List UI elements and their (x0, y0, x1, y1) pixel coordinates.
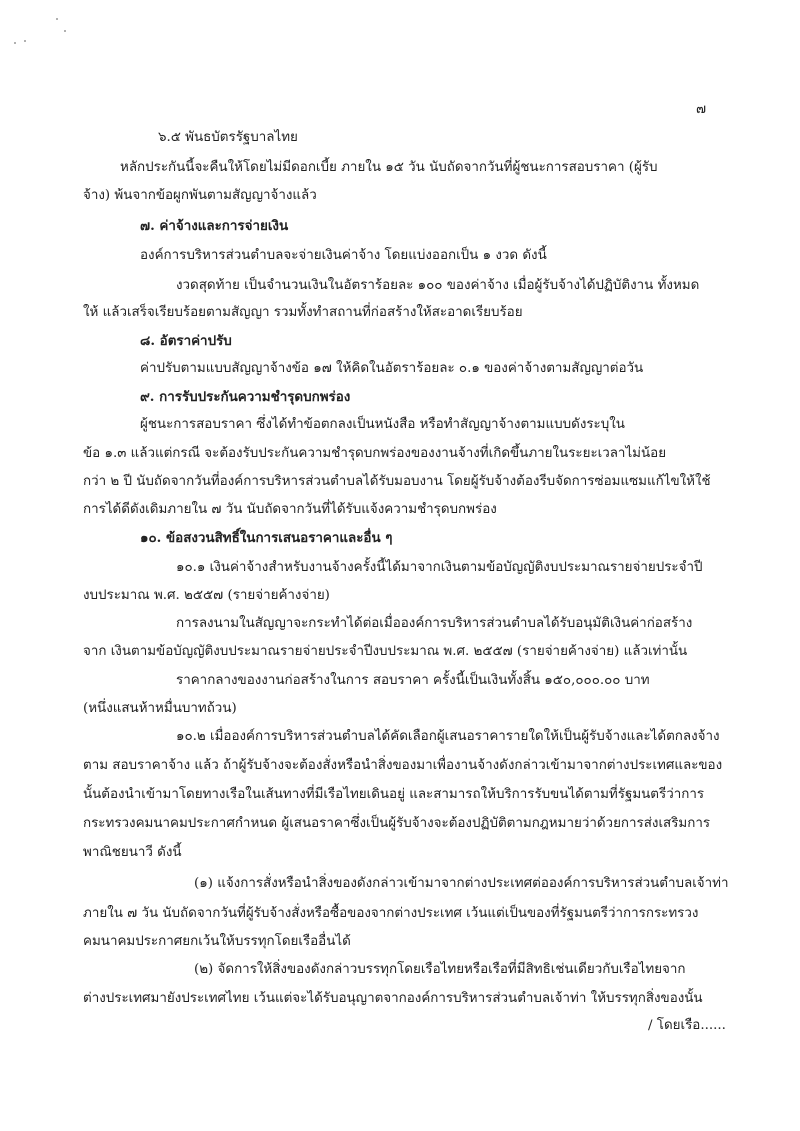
text-line: (๑) แจ้งการสั่งหรือนำสิ่งของดังกล่าวเข้ามาจากต่างประเทศต่อองค์การบริหารส่วนตำบลเจ้าท่า (194, 876, 729, 891)
text-line: ๖.๕ พันธบัตรรัฐบาลไทย (158, 130, 298, 145)
text-line: (หนึ่งแสนห้าหมื่นบาทถ้วน) (83, 701, 237, 716)
text-line: หลักประกันนี้จะคืนให้โดยไม่มีดอกเบี้ย ภายใน ๑๕ วัน นับถัดจากวันที่ผู้ชนะการสอบราคา (ผู้รับ (120, 160, 658, 175)
text-line: ๑๐.๒ เมื่อองค์การบริหารส่วนตำบลได้คัดเลือกผู้เสนอราคารายใดให้เป็นผู้รับจ้างและได้ตกลงจ้าง (176, 729, 720, 744)
text-line: งวดสุดท้าย เป็นจำนวนเงินในอัตราร้อยละ ๑๐๐ ของค่าจ้าง เมื่อผู้รับจ้างได้ปฏิบัติงาน ทั้งหมด (176, 278, 700, 293)
text-line: การได้ดีดังเดิมภายใน ๗ วัน นับถัดจากวันที่ได้รับแจ้งความชำรุดบกพร่อง (83, 502, 497, 517)
text-line: ภายใน ๗ วัน นับถัดจากวันที่ผู้รับจ้างสั่งหรือซื้อของจากต่างประเทศ เว้นแต่เป็นของที่รัฐมนตรีว่าการกระทรวง (83, 906, 699, 921)
continuation-marker: / โดยเรือ...... (648, 1018, 726, 1033)
scan-speck (14, 42, 16, 44)
section-heading: ๘. อัตราค่าปรับ (140, 333, 232, 349)
text-line: การลงนามในสัญญาจะกระทำได้ต่อเมื่อองค์การบริหารส่วนตำบลได้รับอนุมัติเงินค่าก่อสร้าง (176, 616, 693, 631)
text-line: ค่าปรับตามแบบสัญญาจ้างข้อ ๑๗ ให้คิดในอัตราร้อยละ ๐.๑ ของค่าจ้างตามสัญญาต่อวัน (140, 361, 644, 376)
scan-speck (24, 40, 26, 42)
text-line: ผู้ชนะการสอบราคา ซึ่งได้ทำข้อตกลงเป็นหนังสือ หรือทำสัญญาจ้างตามแบบดังระบุใน (140, 417, 625, 432)
text-line: ให้ แล้วเสร็จเรียบร้อยตามสัญญา รวมทั้งทำสถานที่ก่อสร้างให้สะอาดเรียบร้อย (83, 305, 523, 320)
text-line: งบประมาณ พ.ศ. ๒๕๕๗ (รายจ่ายค้างจ่าย) (83, 588, 330, 603)
section-heading: ๗. ค่าจ้างและการจ่ายเงิน (140, 218, 289, 234)
text-line: ต่างประเทศมายังประเทศไทย เว้นแต่จะได้รับอนุญาตจากองค์การบริหารส่วนตำบลเจ้าท่า ให้บรรทุกสิ่งของนั้น (83, 991, 703, 1006)
text-line: จ้าง) พ้นจากข้อผูกพันตามสัญญาจ้างแล้ว (83, 188, 317, 203)
text-line: พาณิชยนาวี ดังนี้ (83, 845, 182, 860)
text-line: (๒) จัดการให้สิ่งของดังกล่าวบรรทุกโดยเรือไทยหรือเรือที่มีสิทธิเช่นเดียวกับเรือไทยจาก (194, 962, 686, 977)
text-line: กระทรวงคมนาคมประกาศกำหนด ผู้เสนอราคาซึ่งเป็นผู้รับจ้างจะต้องปฏิบัติตามกฎหมายว่าด้วยการส่งเสริมการ (83, 816, 711, 831)
text-line: ๑๐.๑ เงินค่าจ้างสำหรับงานจ้างครั้งนี้ได้มาจากเงินตามข้อบัญญัติงบประมาณรายจ่ายประจำปี (176, 560, 703, 575)
text-line: กว่า ๒ ปี นับถัดจากวันที่องค์การบริหารส่วนตำบลได้รับมอบงาน โดยผู้รับจ้างต้องรีบจัดการซ่อมแซมแก้ไขให้ใช้ (83, 474, 711, 489)
scan-speck (64, 30, 66, 32)
page-number: ๗ (696, 102, 707, 117)
section-heading: ๑๐. ข้อสงวนสิทธิ์ในการเสนอราคาและอื่น ๆ (140, 530, 393, 546)
text-line: ข้อ ๑.๓ แล้วแต่กรณี จะต้องรับประกันความชำรุดบกพร่องของงานจ้างที่เกิดขึ้นภายในระยะเวลาไม่น้อย (83, 446, 667, 461)
text-line: คมนาคมประกาศยกเว้นให้บรรทุกโดยเรืออื่นได้ (83, 934, 351, 949)
text-line: องค์การบริหารส่วนตำบลจะจ่ายเงินค่าจ้าง โดยแบ่งออกเป็น ๑ งวด ดังนี้ (140, 248, 547, 263)
text-line: นั้นต้องนำเข้ามาโดยทางเรือในเส้นทางที่มีเรือไทยเดินอยู่ และสามารถให้บริการรับขนได้ตามที่รัฐมนตรีว่าการ (83, 787, 705, 802)
section-heading: ๙. การรับประกันความชำรุดบกพร่อง (140, 389, 351, 405)
scan-speck (56, 18, 58, 20)
text-line: ตาม สอบราคาจ้าง แล้ว ถ้าผู้รับจ้างจะต้องสั่งหรือนำสิ่งของมาเพื่องานจ้างดังกล่าวเข้ามาจากต่างประเทศและของ (83, 758, 723, 773)
text-line: ราคากลางของงานก่อสร้างในการ สอบราคา ครั้งนี้เป็นเงินทั้งสิ้น ๑๕๐,๐๐๐.๐๐ บาท (176, 673, 650, 688)
text-line: จาก เงินตามข้อบัญญัติงบประมาณรายจ่ายประจำปีงบประมาณ พ.ศ. ๒๕๕๗ (รายจ่ายค้างจ่าย) แล้วเท่านั้น (83, 644, 688, 659)
